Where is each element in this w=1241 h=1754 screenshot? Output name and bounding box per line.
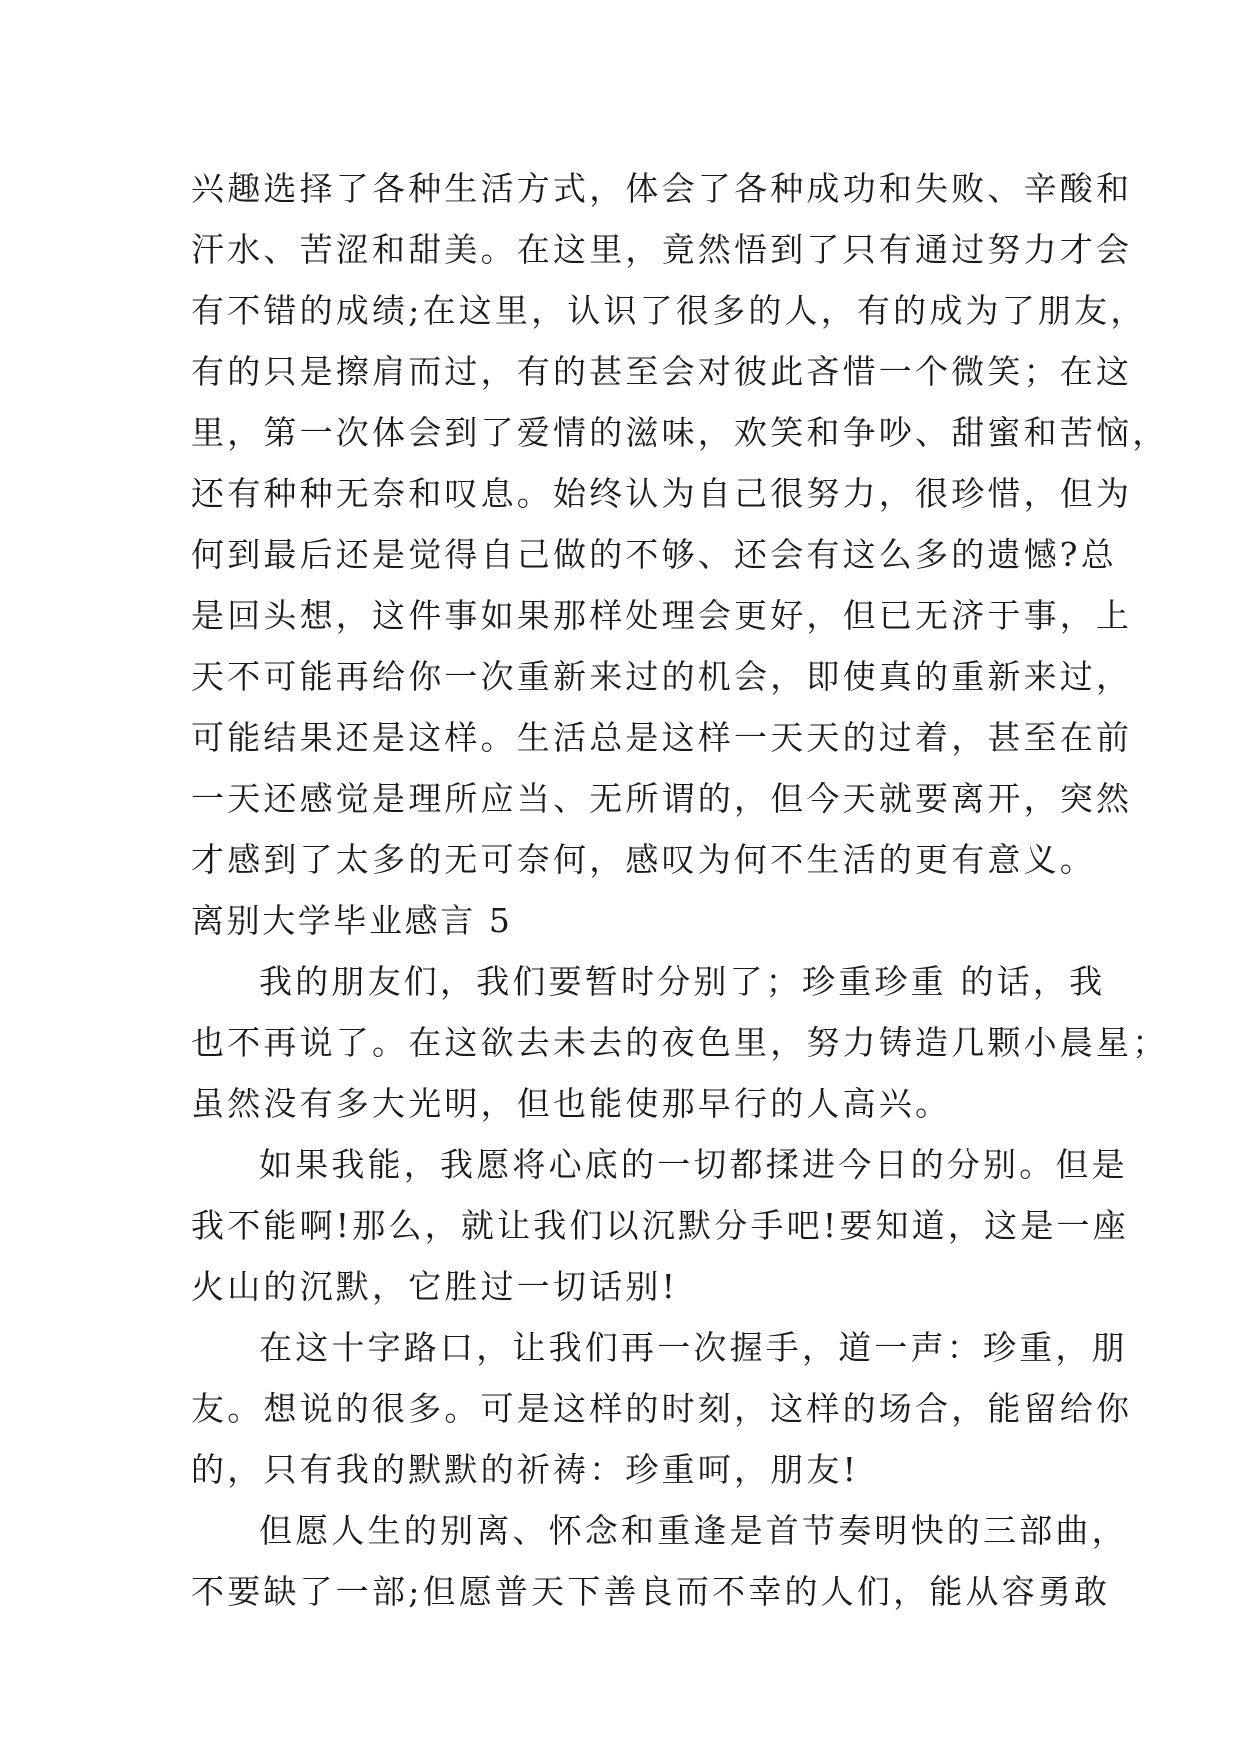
text-line: 一天还感觉是理所应当、无所谓的，但今天就要离开，突然: [191, 779, 1133, 818]
document-body: [191, 158, 1169, 1622]
text-line: 汗水、苦涩和甜美。在这里，竟然悟到了只有通过努力才会: [191, 230, 1133, 269]
text-line: 火山的沉默，它胜过一切话别!: [191, 1267, 679, 1306]
text-line: 里，第一次体会到了爱情的滋味，欢笑和争吵、甜蜜和苦恼，: [191, 413, 1169, 452]
text-line: 兴趣选择了各种生活方式，体会了各种成功和失败、辛酸和: [191, 169, 1133, 208]
text-line: 有的只是擦肩而过，有的甚至会对彼此吝惜一个微笑；在这: [191, 352, 1133, 391]
text-line: 天不可能再给你一次重新来过的机会，即使真的重新来过，: [191, 657, 1133, 696]
text-line: 友。想说的很多。可是这样的时刻，这样的场合，能留给你: [191, 1389, 1133, 1428]
section-heading: 离别大学毕业感言 5: [191, 901, 513, 940]
text-line: 我不能啊!那么，就让我们以沉默分手吧!要知道，这是一座: [191, 1206, 1129, 1245]
text-line: 可能结果还是这样。生活总是这样一天天的过着，甚至在前: [191, 718, 1133, 757]
paragraph-first-line: 我的朋友们，我们要暂时分别了；珍重珍重 的话，我: [259, 962, 1106, 1001]
text-line: 是回头想，这件事如果那样处理会更好，但已无济于事，上: [191, 596, 1133, 635]
text-line: 何到最后还是觉得自己做的不够、还会有这么多的遗憾?总: [191, 535, 1117, 574]
text-line: 才感到了太多的无可奈何，感叹为何不生活的更有意义。: [191, 840, 1096, 879]
text-line: 的，只有我的默默的祈祷：珍重呵，朋友!: [191, 1450, 860, 1489]
text-line: 有不错的成绩;在这里，认识了很多的人，有的成为了朋友，: [191, 291, 1147, 330]
paragraph-first-line: 在这十字路口，让我们再一次握手，道一声：珍重，朋: [259, 1328, 1128, 1367]
text-line: 也不再说了。在这欲去未去的夜色里，努力铸造几颗小晨星；: [191, 1023, 1169, 1062]
paragraph-first-line: 但愿人生的别离、怀念和重逢是首节奏明快的三部曲，: [259, 1511, 1128, 1550]
text-line: 还有种种无奈和叹息。始终认为自己很努力，很珍惜，但为: [191, 474, 1133, 513]
text-line: 虽然没有多大光明，但也能使那早行的人高兴。: [191, 1084, 952, 1123]
paragraph-first-line: 如果我能，我愿将心底的一切都揉进今日的分别。但是: [259, 1145, 1128, 1184]
text-line: 不要缺了一部;但愿普天下善良而不幸的人们，能从容勇敢: [191, 1572, 1111, 1611]
